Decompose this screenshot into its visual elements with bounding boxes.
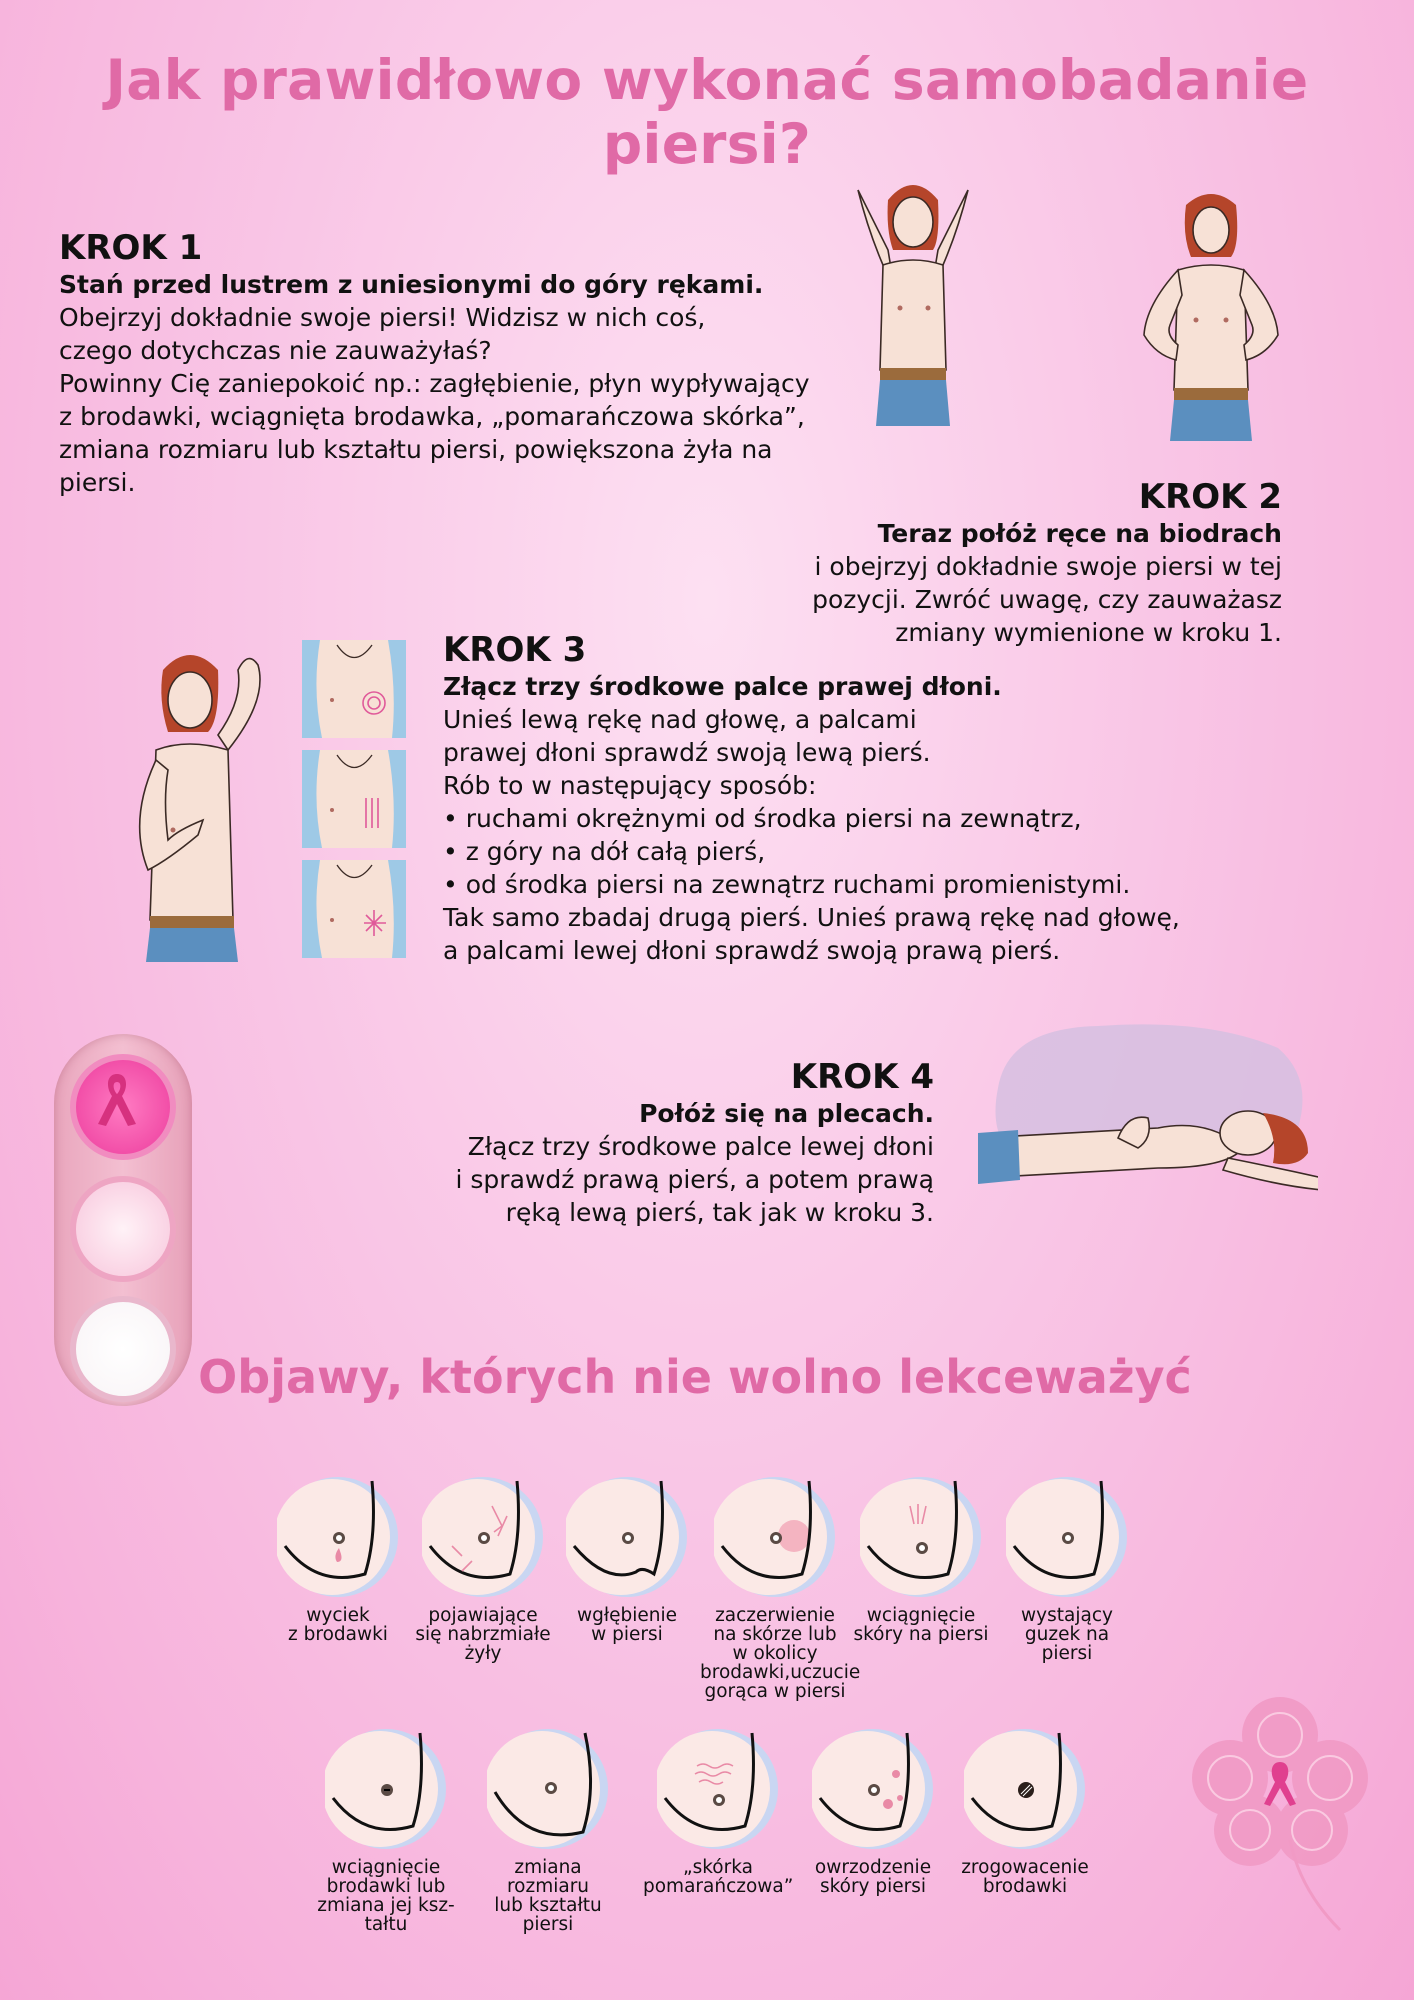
breast-ulceration-icon — [812, 1728, 934, 1850]
symptom-caption: wyciek z brodawki — [288, 1605, 388, 1645]
step1-body — [59, 301, 819, 499]
step3-line-1: Unieś lewą rękę nad głowę, a palcami — [443, 705, 917, 734]
step4-section — [440, 1057, 934, 1229]
step1-illustration — [838, 170, 988, 430]
step2-section — [800, 477, 1282, 649]
symptom-skin-retraction — [846, 1476, 996, 1644]
step3-line-2: prawej dłoni sprawdź swoją lewą pierś. — [443, 738, 931, 767]
breast-orange-peel-icon — [657, 1728, 779, 1850]
breast-nipple-retraction-icon — [325, 1728, 447, 1850]
middle-lamp — [70, 1176, 176, 1282]
symptom-caption: pojawiające się nabrzmiałe żyły — [415, 1605, 551, 1664]
step3-method-radial — [302, 860, 406, 958]
step2-heading: KROK 2 — [1138, 477, 1282, 517]
step3-method-vertical — [302, 750, 406, 848]
pink-ribbon-icon — [76, 1060, 158, 1142]
breast-dimple-icon — [566, 1476, 688, 1598]
step4-illustration — [978, 1018, 1318, 1218]
symptom-orange-peel — [643, 1728, 793, 1896]
step4-line-1: Złącz trzy środkowe palce lewej dłoni — [467, 1132, 934, 1161]
step3-line-8: a palcami lewej dłoni sprawdź swoją prawą pierś. — [443, 936, 1061, 965]
step1-paragraph-1: Obejrzyj dokładnie swoje piersi! Widzisz w nich coś, czego dotychczas nie zauważyłaś? — [59, 303, 706, 365]
step3-section — [443, 630, 1203, 967]
step4-lead: Połóż się na plecach. — [639, 1099, 934, 1128]
step3-body — [443, 703, 1203, 967]
step2-illustration — [1126, 185, 1296, 445]
symptom-caption: wystający guzek na piersi — [1021, 1605, 1113, 1664]
symptom-nipple-retraction — [311, 1728, 461, 1934]
breast-redness-icon — [714, 1476, 836, 1598]
step3-line-3: Rób to w następujący sposób: — [443, 771, 817, 800]
step4-line-3: ręką lewą pierś, tak jak w kroku 3. — [505, 1198, 934, 1227]
breast-lump-icon — [1006, 1476, 1128, 1598]
step1-heading: KROK 1 — [59, 228, 203, 268]
breast-veins-icon — [422, 1476, 544, 1598]
step3-lead: Złącz trzy środkowe palce prawej dłoni. — [443, 672, 1002, 701]
page-title: Jak prawidłowo wykonać samobadanie piersi? — [105, 48, 1309, 176]
symptom-caption: „skórka pomarańczowa” — [643, 1857, 794, 1897]
symptom-size-change — [473, 1728, 623, 1934]
symptom-dimple — [552, 1476, 702, 1644]
step3-method-circular — [302, 640, 406, 738]
breast-keratosis-icon — [964, 1728, 1086, 1850]
symptom-caption: zmiana rozmiaru lub kształtu piersi — [494, 1857, 602, 1935]
step3-line-5: • z góry na dół całą pierś, — [443, 837, 766, 866]
step3-line-4: • ruchami okrężnymi od środka piersi na zewnątrz, — [443, 804, 1082, 833]
flower-ribbon-icon — [1190, 1690, 1370, 1940]
step4-body — [440, 1130, 934, 1229]
step2-body: i obejrzyj dokładnie swoje piersi w tej pozycji. Zwróć uwagę, czy zauważasz zmiany wymienione w kroku 1. — [812, 552, 1282, 647]
symptom-lump — [992, 1476, 1142, 1663]
symptom-caption: owrzodzenie skóry piersi — [814, 1857, 932, 1897]
step3-line-7: Tak samo zbadaj drugą pierś. Unieś prawą rękę nad głowę, — [443, 903, 1180, 932]
step3-heading: KROK 3 — [443, 630, 587, 670]
step4-heading: KROK 4 — [790, 1057, 934, 1097]
symptom-swollen-veins — [408, 1476, 558, 1663]
symptom-caption: wciągnięcie brodawki lub zmiana jej ksz- tałtu — [317, 1857, 455, 1935]
pink-ribbon-lamp — [70, 1054, 176, 1160]
step4-line-2: i sprawdź prawą pierś, a potem prawą — [455, 1165, 934, 1194]
symptom-caption: wgłębienie w piersi — [576, 1605, 678, 1645]
breast-size-change-icon — [487, 1728, 609, 1850]
symptom-caption: wciągnięcie skóry na piersi — [853, 1605, 989, 1645]
step3-illustration — [128, 640, 288, 965]
symptom-ulceration — [798, 1728, 948, 1896]
symptom-redness — [700, 1476, 861, 1702]
step1-paragraph-2: Powinny Cię zaniepokoić np.: zagłębienie, płyn wypływający z brodawki, wciągnięta brodawka, „pomarańczowa skórka”, zmiana rozmiaru lub kształtu piersi, powiększona żyła na piersi. — [59, 369, 810, 497]
symptom-nipple-keratosis — [950, 1728, 1100, 1896]
step1-lead: Stań przed lustrem z uniesionymi do góry rękami. — [59, 270, 764, 299]
symptoms-title: Objawy, których nie wolno lekceważyć — [198, 1350, 1192, 1404]
breast-discharge-icon — [277, 1476, 399, 1598]
breast-retraction-icon — [860, 1476, 982, 1598]
step3-line-6: • od środka piersi na zewnątrz ruchami promienistymi. — [443, 870, 1131, 899]
symptom-nipple-discharge — [263, 1476, 413, 1644]
step2-lead: Teraz połóż ręce na biodrach — [877, 519, 1282, 548]
step1-section — [59, 228, 819, 499]
symptom-caption: zaczerwienie na skórze lub w okolicy brodawki,uczucie gorąca w piersi — [700, 1605, 861, 1702]
symptom-caption: zrogowacenie brodawki — [961, 1857, 1089, 1897]
